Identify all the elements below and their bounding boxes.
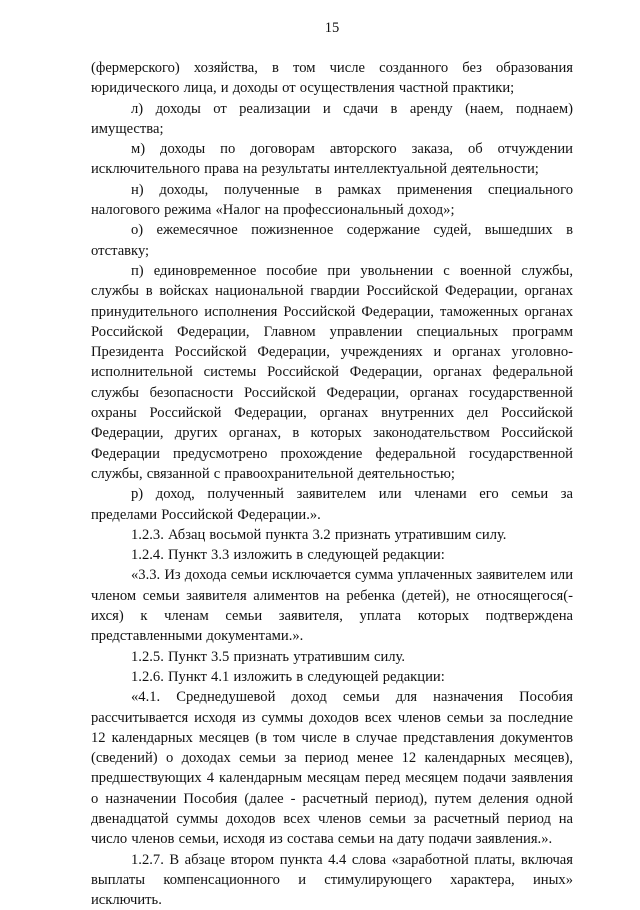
paragraph-1-2-4: 1.2.4. Пункт 3.3 изложить в следующей редакции: — [131, 547, 445, 564]
page-number: 15 — [324, 20, 340, 36]
paragraph-item-r: р) доход, полученный заявителем или членами его семьи за пределами Российской Федерации.». — [91, 486, 573, 523]
paragraph-1-2-7: 1.2.7. В абзаце втором пункта 4.4 слова «заработной платы, включая выплаты компенсационного и стимулирующего характера, иных» исключить. — [91, 851, 573, 909]
paragraph-item-l: л) доходы от реализации и сдачи в аренду (наем, поднаем) имущества; — [91, 100, 573, 137]
paragraph-4-1-text: «4.1. Среднедушевой доход семьи для назначения Пособия рассчитывается исходя из суммы доходов всех членов семьи за последние 12 календарных месяцев (в том числе в случае представления документов (сведений) о доходах семьи за период менее 12 календарных месяцев), предшествующих 4 календарным месяцам перед месяцем подачи заявления о назначении Пособия (далее - расчетный период), путем деления одной двенадцатой суммы доходов всех членов семьи за расчетный период на число членов семьи, исходя из состава семьи на дату подачи заявления.». — [91, 689, 573, 848]
paragraph-1-2-6: 1.2.6. Пункт 4.1 изложить в следующей редакции: — [131, 668, 445, 685]
paragraph-item-n: н) доходы, полученные в рамках применения специального налогового режима «Налог на профессиональный доход»; — [91, 181, 573, 219]
paragraph-1-2-5: 1.2.5. Пункт 3.5 признать утратившим силу. — [131, 648, 406, 665]
paragraph-item-m: м) доходы по договорам авторского заказа, об отчуждении исключительного права на результаты интеллектуальной деятельности; — [91, 141, 573, 178]
paragraph-item-p: п) единовременное пособие при увольнении с военной службы, службы в войсках национальной гвардии Российской Федерации, органах принудительного исполнения Российской Федерации, таможенных органах Российской Федерации, Главном управлении специальных программ Президента Российской Федерации, учреждениях и органах уголовно-исполнительной системы Российской Федерации, органах федеральной службы безопасности Российской Федерации, органах государственной охраны Российской Федерации, органах внутренних дел Российской Федерации, других органах, в которых законодательством Российской Федерации предусмотрено прохождение федеральной государственной службы, связанной с правоохранительной деятельностью; — [91, 262, 573, 482]
paragraph-item-o: о) ежемесячное пожизненное содержание судей, вышедших в отставку; — [91, 222, 573, 259]
paragraph-1-2-3: 1.2.3. Абзац восьмой пункта 3.2 признать утратившим силу. — [131, 526, 507, 543]
paragraph-3-3-text: «3.3. Из дохода семьи исключается сумма уплаченных заявителем или членом семьи заявителя алиментов на ребенка (детей), не относящегося(-ихся) к членам семьи заявителя, уплата которых подтверждена представленными документами.». — [91, 567, 573, 645]
paragraph-farm-income: (фермерского) хозяйства, в том числе созданного без образования юридического лица, и доходы от осуществления частной практики; — [91, 60, 573, 97]
